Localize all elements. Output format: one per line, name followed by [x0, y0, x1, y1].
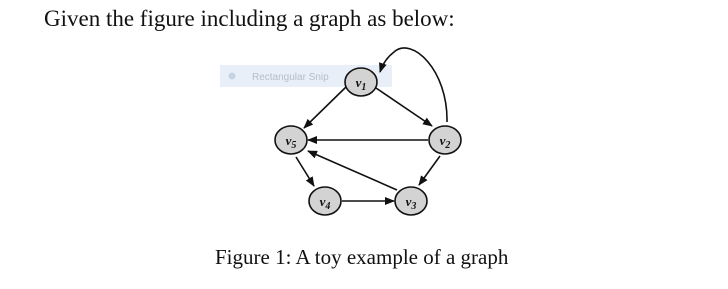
edge-v2-v3 [419, 156, 440, 185]
edge-v1-v5 [304, 87, 346, 128]
edge-v1-v2 [376, 88, 432, 126]
snip-overlay-label: Rectangular Snip [252, 72, 329, 83]
node-v5-subscript: 5 [291, 140, 297, 151]
node-v2-subscript: 2 [445, 140, 451, 151]
node-v4-label: v [319, 194, 326, 209]
node-v4 [309, 187, 341, 215]
node-v2-label: v [439, 133, 446, 148]
node-v5 [275, 126, 307, 154]
node-v5-label: v [285, 133, 292, 148]
node-v1 [345, 68, 377, 96]
edge-v3-v5 [308, 151, 397, 190]
node-v1-subscript: 1 [361, 82, 367, 93]
node-v1-label: v [355, 75, 362, 90]
node-v3-label: v [405, 194, 412, 209]
figure-caption: Figure 1: A toy example of a graph [215, 245, 509, 269]
node-v3-subscript: 3 [411, 201, 417, 212]
node-v3 [395, 187, 427, 215]
edge-v5-v4 [296, 157, 314, 186]
snip-dot-icon [229, 73, 236, 80]
node-v2 [429, 126, 461, 154]
node-v4-subscript: 4 [325, 201, 331, 212]
question-text: Given the figure including a graph as below: [44, 6, 455, 31]
